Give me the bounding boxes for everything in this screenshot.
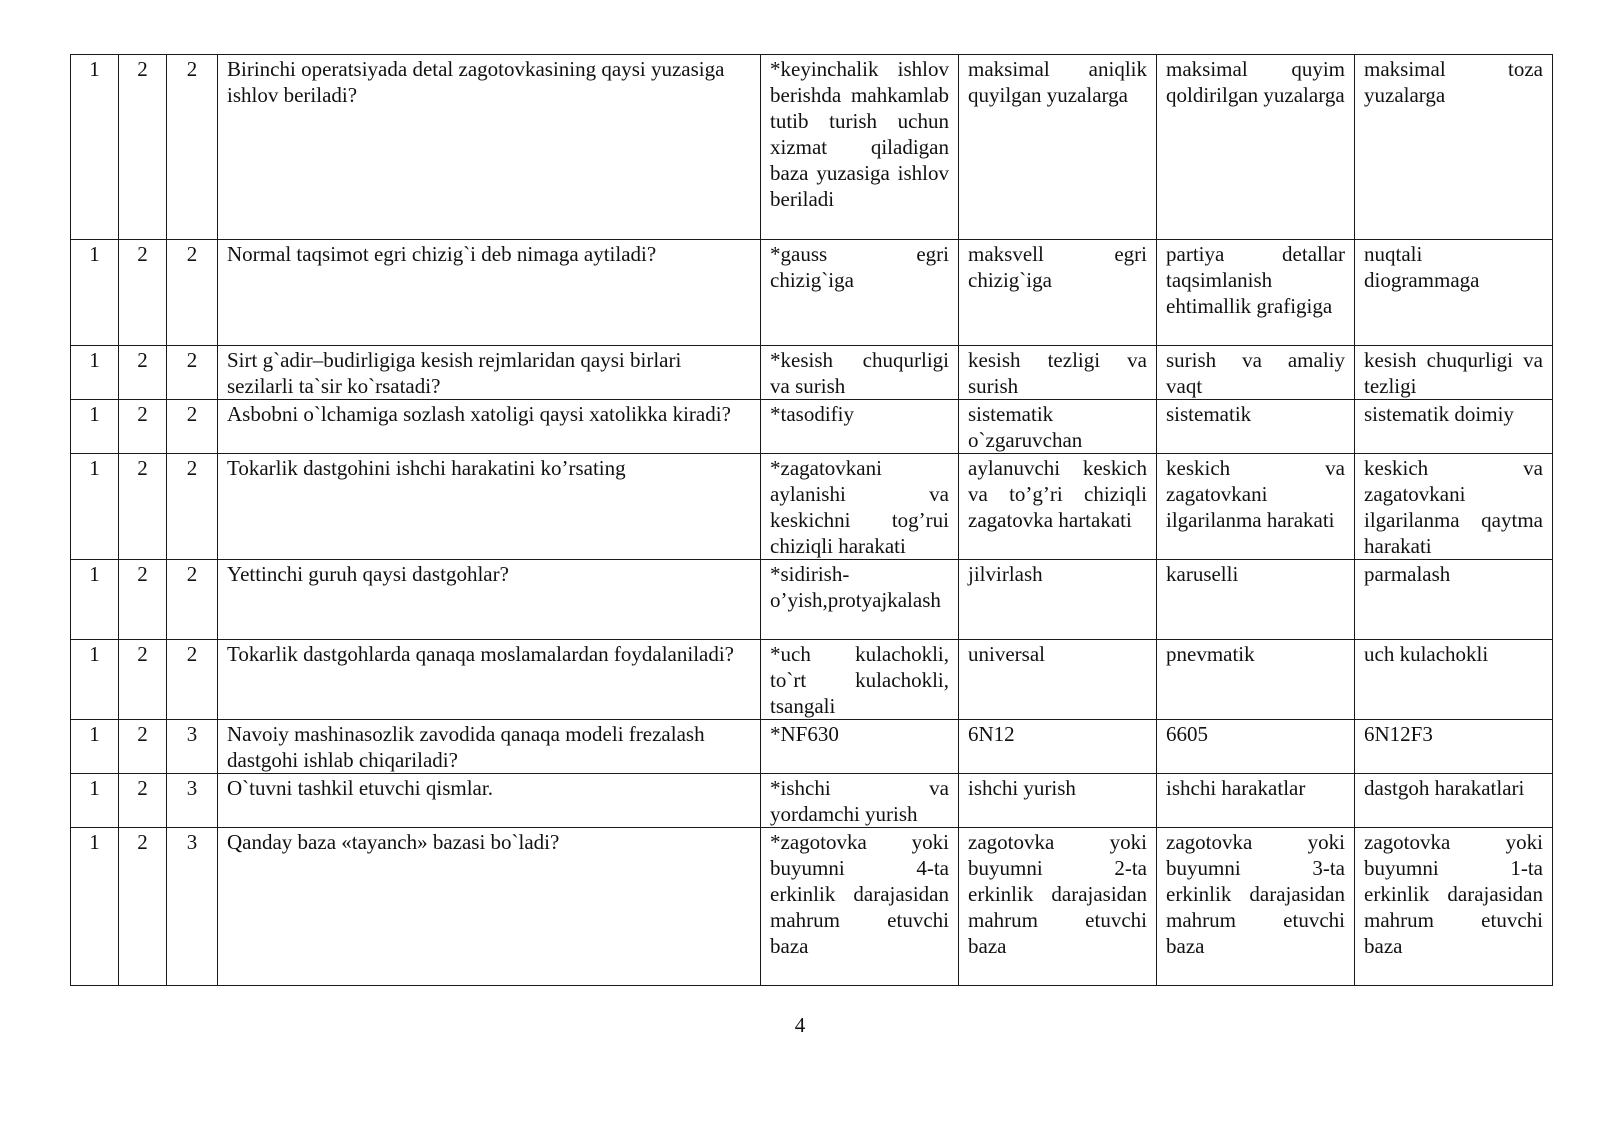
- answer-2-cell: maksvell egri chizig`iga: [959, 240, 1157, 346]
- question-cell: Birinchi operatsiyada detal zagotovkasining qaysi yuzasiga ishlov beriladi?: [218, 55, 761, 240]
- question-table: [70, 54, 1553, 986]
- answer-2-cell: aylanuvchi keskich va to’g’ri chiziqli zagatovka hartakati: [959, 454, 1157, 560]
- answer-4-cell: dastgoh harakatlari: [1355, 774, 1553, 828]
- col-2-cell: 2: [119, 720, 167, 774]
- col-2-cell: 2: [119, 828, 167, 986]
- col-1-cell: 1: [71, 828, 119, 986]
- answer-2-cell: sistematik o`zgaruvchan: [959, 400, 1157, 454]
- answer-4-cell: 6N12F3: [1355, 720, 1553, 774]
- col-3-cell: 3: [167, 828, 218, 986]
- answer-3-cell: keskich va zagatovkani ilgarilanma harakati: [1157, 454, 1355, 560]
- question-cell: Asbobni o`lchamiga sozlash xatoligi qaysi xatolikka kiradi?: [218, 400, 761, 454]
- col-2-cell: 2: [119, 454, 167, 560]
- question-cell: Qanday baza «tayanch» bazasi bo`ladi?: [218, 828, 761, 986]
- table-row: [71, 720, 1553, 774]
- answer-2-cell: maksimal aniqlik quyilgan yuzalarga: [959, 55, 1157, 240]
- answer-4-cell: zagotovka yoki buyumni 1-ta erkinlik darajasidan mahrum etuvchi baza: [1355, 828, 1553, 986]
- answer-3-cell: karuselli: [1157, 560, 1355, 640]
- col-1-cell: 1: [71, 400, 119, 454]
- correct-answer-cell: *zagatovkani aylanishi va keskichni tog’rui chiziqli harakati: [761, 454, 959, 560]
- answer-2-cell: 6N12: [959, 720, 1157, 774]
- table-row: [71, 560, 1553, 640]
- col-3-cell: 2: [167, 240, 218, 346]
- correct-answer-cell: *kesish chuqurligi va surish: [761, 346, 959, 400]
- col-1-cell: 1: [71, 346, 119, 400]
- answer-4-cell: kesish chuqurligi va tezligi: [1355, 346, 1553, 400]
- answer-2-cell: kesish tezligi va surish: [959, 346, 1157, 400]
- correct-answer-cell: *gauss egri chizig`iga: [761, 240, 959, 346]
- col-2-cell: 2: [119, 240, 167, 346]
- col-2-cell: 2: [119, 774, 167, 828]
- answer-4-cell: nuqtali diogrammaga: [1355, 240, 1553, 346]
- answer-2-cell: jilvirlash: [959, 560, 1157, 640]
- col-3-cell: 2: [167, 55, 218, 240]
- col-1-cell: 1: [71, 774, 119, 828]
- page-number: 4: [794, 1013, 806, 1037]
- correct-answer-cell: *uch kulachokli, to`rt kulachokli, tsangali: [761, 640, 959, 720]
- table-row: [71, 55, 1553, 240]
- answer-3-cell: 6605: [1157, 720, 1355, 774]
- answer-3-cell: zagotovka yoki buyumni 3-ta erkinlik darajasidan mahrum etuvchi baza: [1157, 828, 1355, 986]
- table-row: [71, 400, 1553, 454]
- correct-answer-cell: *NF630: [761, 720, 959, 774]
- col-3-cell: 2: [167, 400, 218, 454]
- col-1-cell: 1: [71, 560, 119, 640]
- correct-answer-cell: *keyinchalik ishlov berishda mahkamlab tutib turish uchun xizmat qiladigan baza yuzasiga ishlov beriladi: [761, 55, 959, 240]
- col-2-cell: 2: [119, 346, 167, 400]
- question-cell: Tokarlik dastgohlarda qanaqa moslamalardan foydalaniladi?: [218, 640, 761, 720]
- answer-3-cell: pnevmatik: [1157, 640, 1355, 720]
- question-cell: Sirt g`adir–budirligiga kesish rejmlaridan qaysi birlari sezilarli ta`sir ko`rsatadi?: [218, 346, 761, 400]
- question-cell: Normal taqsimot egri chizig`i deb nimaga aytiladi?: [218, 240, 761, 346]
- col-1-cell: 1: [71, 55, 119, 240]
- answer-4-cell: uch kulachokli: [1355, 640, 1553, 720]
- answer-2-cell: universal: [959, 640, 1157, 720]
- correct-answer-cell: *zagotovka yoki buyumni 4-ta erkinlik darajasidan mahrum etuvchi baza: [761, 828, 959, 986]
- col-3-cell: 2: [167, 560, 218, 640]
- answer-3-cell: sistematik: [1157, 400, 1355, 454]
- table-row: [71, 240, 1553, 346]
- table-row: [71, 454, 1553, 560]
- answer-3-cell: surish va amaliy vaqt: [1157, 346, 1355, 400]
- col-3-cell: 2: [167, 640, 218, 720]
- answer-2-cell: zagotovka yoki buyumni 2-ta erkinlik darajasidan mahrum etuvchi baza: [959, 828, 1157, 986]
- col-3-cell: 2: [167, 454, 218, 560]
- answer-3-cell: partiya detallar taqsimlanish ehtimallik grafigiga: [1157, 240, 1355, 346]
- col-2-cell: 2: [119, 640, 167, 720]
- col-2-cell: 2: [119, 560, 167, 640]
- question-cell: O`tuvni tashkil etuvchi qismlar.: [218, 774, 761, 828]
- col-1-cell: 1: [71, 720, 119, 774]
- col-1-cell: 1: [71, 454, 119, 560]
- question-cell: Navoiy mashinasozlik zavodida qanaqa modeli frezalash dastgohi ishlab chiqariladi?: [218, 720, 761, 774]
- correct-answer-cell: *sidirish- o’yish,protyajkalash: [761, 560, 959, 640]
- question-cell: Tokarlik dastgohini ishchi harakatini ko’rsating: [218, 454, 761, 560]
- col-2-cell: 2: [119, 400, 167, 454]
- col-3-cell: 3: [167, 774, 218, 828]
- answer-2-cell: ishchi yurish: [959, 774, 1157, 828]
- col-3-cell: 3: [167, 720, 218, 774]
- table-row: [71, 346, 1553, 400]
- col-1-cell: 1: [71, 640, 119, 720]
- table-row: [71, 774, 1553, 828]
- col-3-cell: 2: [167, 346, 218, 400]
- answer-4-cell: parmalash: [1355, 560, 1553, 640]
- question-cell: Yettinchi guruh qaysi dastgohlar?: [218, 560, 761, 640]
- answer-4-cell: keskich va zagatovkani ilgarilanma qaytma harakati: [1355, 454, 1553, 560]
- col-2-cell: 2: [119, 55, 167, 240]
- question-table-body: [71, 55, 1553, 986]
- table-row: [71, 640, 1553, 720]
- answer-3-cell: ishchi harakatlar: [1157, 774, 1355, 828]
- col-1-cell: 1: [71, 240, 119, 346]
- correct-answer-cell: *tasodifiy: [761, 400, 959, 454]
- table-row: [71, 828, 1553, 986]
- answer-4-cell: sistematik doimiy: [1355, 400, 1553, 454]
- answer-3-cell: maksimal quyim qoldirilgan yuzalarga: [1157, 55, 1355, 240]
- answer-4-cell: maksimal toza yuzalarga: [1355, 55, 1553, 240]
- correct-answer-cell: *ishchi va yordamchi yurish: [761, 774, 959, 828]
